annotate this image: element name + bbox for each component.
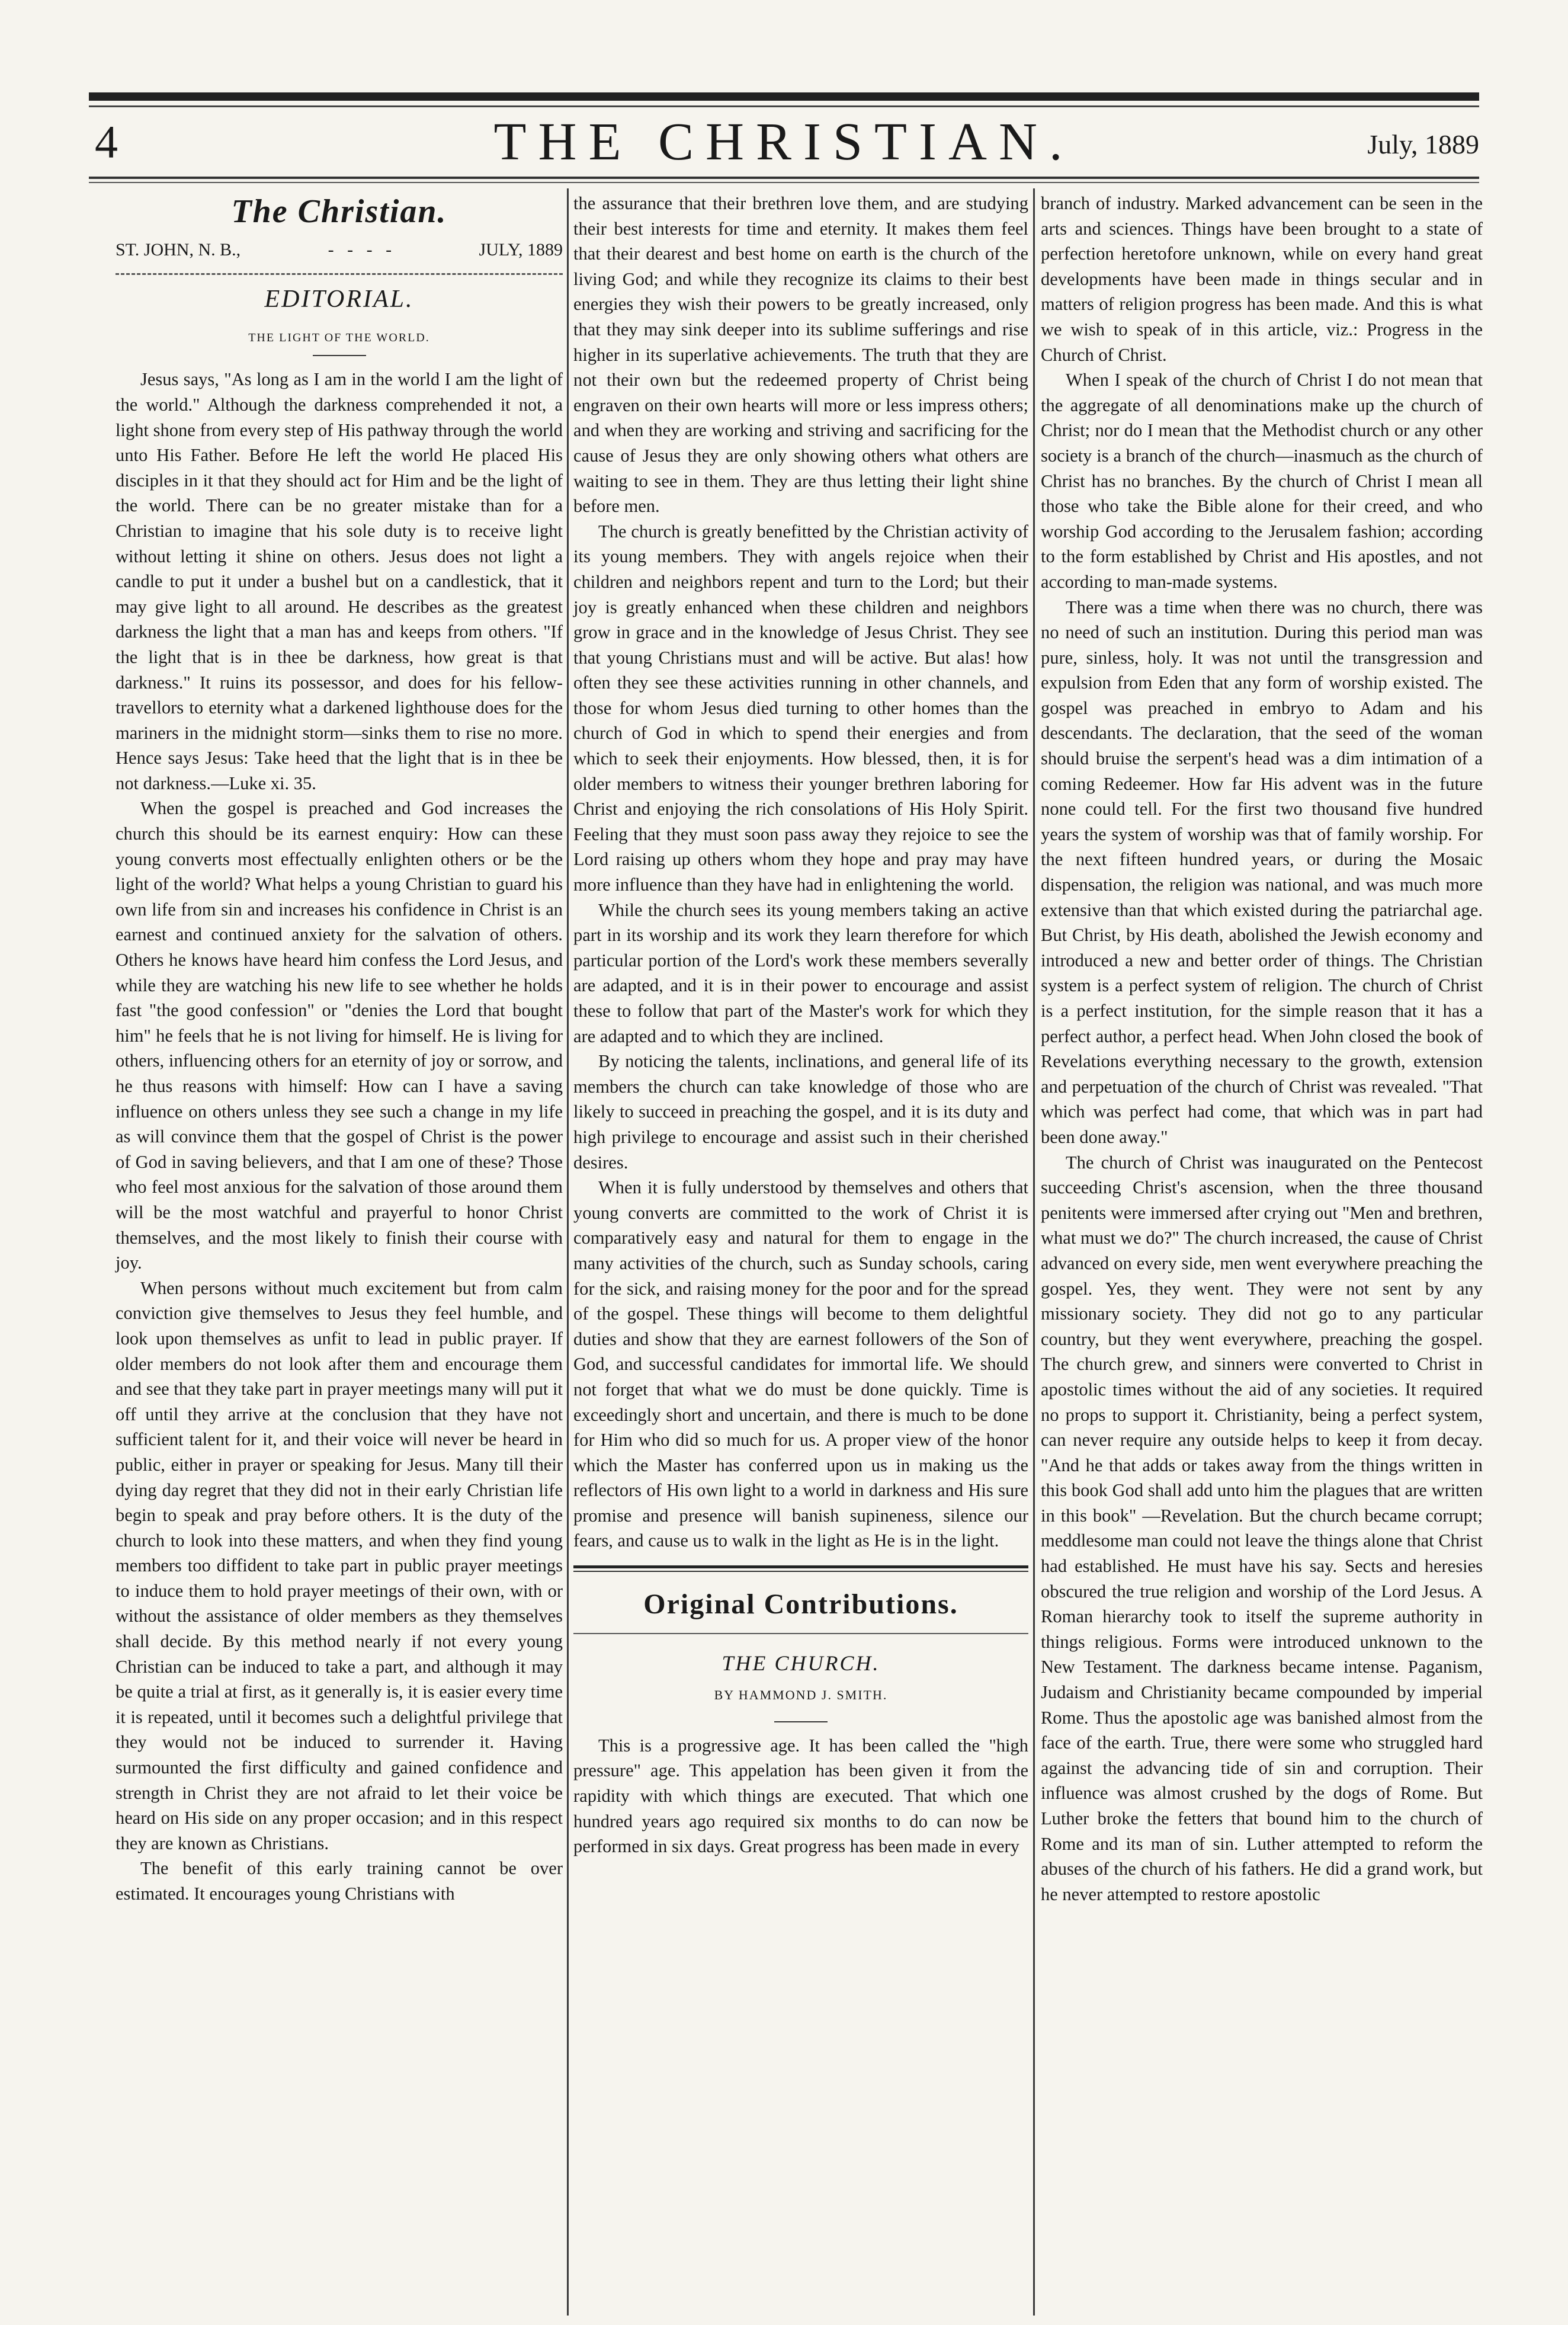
- section-rule-heavy: [573, 1565, 1028, 1568]
- page-number: 4: [95, 116, 118, 168]
- paragraph: The church is greatly benefitted by the Christian activity of its young members. They with angels rejoice when their children and neighbors repent and turn to the Lord; but their joy is greatly enhanced when these children and neighbors grow in grace and in the knowledge of Jesus Christ. They see that young Christians must and will be active. But alas! how often they see these activities running in other channels, and those for whom Jesus died turning to other homes than the church of God in which to spend their energies and from which to seek their enjoyments. How blessed, then, it is for older members to witness their younger brethren laboring for Christ and enjoying the rich consolations of His Holy Spirit. Feeling that they must soon pass away they rejoice to see the Lord raising up others whom they hope and pray may have more influence than they have had in enlightening the world.: [573, 521, 1028, 895]
- paragraph: When persons without much excitement but from calm conviction give themselves to Jesus they feel humble, and look upon themselves as unfit to lead in public prayer. If older members do not look after them and encourage them and see that they take part in prayer meetings many will put it off until they arrive at the conclusion that they have not sufficient talent for it, and their voice will never be heard in public, either in prayer or speaking for Jesus. Many till their dying day regret that they did not in their early Christian life begin to speak and pray before others. It is the duty of the church to look into these matters, and when they find young members too diffident to take part in public prayer meetings to induce them to hold prayer meetings of their own, with or without the assistance of older members as they themselves shall decide. By this method nearly if not every young Christian can be induced to take a part, and although it may be quite a trial at first, as it generally is, it is easier every time it is repeated, until it becomes such a delightful privilege that they would not be induced to surrender it. Having surmounted the first difficulty and gained confidence and strength in Christ they are not afraid to let their voice be heard on His side on any proper occasion; and in this respect they are known as Christians.: [116, 1277, 563, 1853]
- column-1: [116, 191, 563, 1907]
- masthead-bottom-rule-thin: [89, 182, 1479, 183]
- masthead-bottom-rule: [89, 177, 1479, 179]
- paragraph: This is a progressive age. It has been called the "high pressure" age. This appelation has been given it from the rapidity with which things are executed. That which one hundred years ago required six months to do can now be performed in six days. Great progress has been made in every: [573, 1735, 1028, 1857]
- column-divider-1: [567, 188, 569, 2316]
- issue-date: July, 1889: [1367, 129, 1479, 159]
- paragraph: The church of Christ was inaugurated on the Pentecost succeeding Christ's ascension, when the three thousand penitents were immersed after crying out "Men and brethren, what must we do?" The church increased, the cause of Christ advanced on every side, men went everywhere preaching the gospel. Yes, they went. They were not sent by any missionary society. They did not go to any particular country, but they went everywhere, preaching the gospel. The church grew, and sinners were converted to Christ in apostolic times without the aid of any societies. It required no props to support it. Christianity, being a perfect system, can never require any outside helps to keep it from decay. "And he that adds or takes away from the things written in this book God shall add unto him the plagues that are written in this book" —Revelation. But the church became corrupt; meddlesome man could not leave the things alone that Christ had established. He must have his say. Sects and heresies obscured the true religion and worship of the Lord Jesus. A Roman hierarchy took to itself the supreme authority in things religious. Forms were introduced unknown to the New Testament. The darkness became intense. Paganism, Judaism and Christianity became compounded by imperial Rome. Thus the apostolic age was banished almost from the face of the earth. True, there were some who struggled hard against the advancing tide of sin and corruption. Their influence was almost crushed by the dogs of Rome. But Luther broke the fetters that bound him to the church of Rome and its man of sin. Luther attempted to reform the abuses of the church of his fathers. He did a grand work, but he never attempted to restore apostolic: [1041, 1152, 1483, 1904]
- paragraph: When the gospel is preached and God increases the church this should be its earnest enquiry: How can these young converts most effectually enlighten others or be the light of the world? What helps a young Christian to guard his own life from sin and increases his confidence in Christ is an earnest and continued anxiety for the salvation of others. Others he knows have heard him confess the Lord Jesus, and while they are watching his new life to see whether he holds fast "the good confession" or "denies the Lord that bought him" he feels that he is not living for himself. He is living for others, influencing others for an eternity of joy or sorrow, and he thus reasons with himself: How can I have a saving influence on others unless they see such a change in my life as will convince them that the gospel of Christ is the power of God in saving believers, and that I am one of these? Those who feel most anxious for the salvation of those around them will be the most watchful and prayerful to honor Christ themselves, and the most likely to finish their course with joy.: [116, 798, 563, 1273]
- newspaper-title: THE CHRISTIAN.: [493, 113, 1075, 171]
- editorial-heading: EDITORIAL.: [264, 286, 414, 313]
- masthead-top-rule: [89, 92, 1479, 101]
- dateline-dashes: - - - -: [328, 239, 392, 260]
- paragraph: When it is fully understood by themselves and others that young converts are committed to the work of Christ it is comparatively easy and natural for them to engage in the many activities of the church, such as Sunday schools, caring for the sick, and raising money for the poor and for the spread of the gospel. These things will become to them delightful duties and show that they are earnest followers of the Son of God, and successful candidates for immortal life. We should not forget that what we do must be done quickly. Time is exceedingly short and uncertain, and there is much to be done for Him who did so much for us. A proper view of the honor which the Master has conferred upon us in making us the reflectors of His own light to a world in darkness and His sure promise and presence will banish supineness, silence our fears, and cause us to walk in the light as He is in the light.: [573, 1177, 1028, 1551]
- column-3: [1041, 191, 1483, 1907]
- church-article-title: THE CHURCH.: [722, 1651, 880, 1675]
- byline-rule: [774, 1721, 828, 1722]
- editorial-article-title: THE LIGHT OF THE WORLD.: [248, 331, 430, 344]
- masthead-top-rule-thin: [89, 105, 1479, 107]
- paragraph: There was a time when there was no church, there was no need of such an institution. During this period man was pure, sinless, holy. It was not until the transgression and expulsion from Eden that any form of worship existed. The gospel was preached in embryo to Adam and his descendants. The declaration, that the seed of the woman should bruise the serpent's head was a dim intimation of a coming Redeemer. How far His advent was in the future none could tell. For the first two thousand five hundred years the system of worship was that of family worship. For the next fifteen hundred years, or during the Mosaic dispensation, the religion was national, and was much more extensive than that which existed during the patriarchal age. But Christ, by His death, abolished the Jewish economy and introduced a new and better order of things. The Christian system is a perfect system of religion. The church of Christ is a perfect institution, for the simple reason that it has a perfect author, a perfect head. When John closed the book of Revelations everything necessary to the growth, extension and perpetuation of the church of Christ was revealed. "That which was perfect had come, that which was in part had been done away.": [1041, 597, 1483, 1147]
- column-2: [573, 191, 1028, 1859]
- title-rule: [313, 355, 366, 356]
- dateline-date: JULY, 1889: [479, 239, 563, 260]
- paragraph: Jesus says, "As long as I am in the world I am the light of the world." Although the darkness comprehended it not, a light shone from every step of His pathway through the world unto His Father. Before He left the world He placed His disciples in it that they should act for Him and be the light of the world. There can be no greater mistake than for a Christian to imagine that his sole duty is to receive light without letting it shine on others. Jesus does not light a candle to put it under a bushel but on a candlestick, that it may give light to all around. He describes as the greatest darkness the light that a man has and keeps from others. "If the light that is in thee be darkness, how great is that darkness." It ruins its possessor, and does for his fellow-travellors to eternity what a darkened lighthouse does for the mariners in the midnight storm—sinks them to rise no more. Hence says Jesus: Take heed that the light that is in thee be not darkness.—Luke xi. 35.: [116, 369, 563, 793]
- dashed-rule: [116, 273, 563, 275]
- byline: BY HAMMOND J. SMITH.: [714, 1687, 888, 1703]
- column-divider-2: [1033, 188, 1035, 2316]
- dateline-place: ST. JOHN, N. B.,: [116, 239, 241, 260]
- paragraph: While the church sees its young members taking an active part in its worship and its work they learn therefore for which particular portion of the Lord's work these members severally are adapted, and it is in their power to encourage and assist these to follow that part of the Master's work for which they are adapted and to which they are inclined.: [573, 899, 1028, 1046]
- contributions-rule: [573, 1633, 1028, 1634]
- paragraph: the assurance that their brethren love them, and are studying their best interests for time and eternity. It makes them feel that their dearest and best home on earth is the church of the living God; and while they recognize its claims to their best energies they wish their powers to be greatly increased, only that they may sink deeper into its sublime sufferings and rise higher in its superlative achievements. The truth that they are not their own but the redeemed property of Christ being engraven on their own hearts will more or less impress others; and when they are working and striving and sacrificing for the cause of Jesus they are only showing others what others are waiting to see in them. They are thus letting their light shine before men.: [573, 193, 1028, 517]
- masthead: [89, 113, 1479, 172]
- section-rule-thin: [573, 1571, 1028, 1572]
- paragraph: By noticing the talents, inclinations, and general life of its members the church can take knowledge of those who are likely to succeed in preaching the gospel, and it is its duty and high privilege to encourage and assist such in their cherished desires.: [573, 1051, 1028, 1173]
- dateline: [116, 238, 563, 263]
- paper-nameplate: The Christian.: [231, 193, 447, 230]
- paragraph: branch of industry. Marked advancement can be seen in the arts and sciences. Things have been brought to a state of perfection heretofore unknown, while on every hand great developments have been made in things secular and in matters of religion progress has been made. And this is what we wish to speak of in this article, viz.: Progress in the Church of Christ.: [1041, 193, 1483, 365]
- paragraph: When I speak of the church of Christ I do not mean that the aggregate of all denominations make up the church of Christ; nor do I mean that the Methodist church or any other society is a branch of the church—inasmuch as the church of Christ has no branches. By the church of Christ I mean all those who take the Bible alone for their creed, and who worship God according to the Jerusalem fashion; according to the form established by Christ and His apostles, and not according to man-made systems.: [1041, 370, 1483, 592]
- contributions-heading: Original Contributions.: [643, 1589, 958, 1621]
- paragraph: The benefit of this early training cannot be over estimated. It encourages young Christians with: [116, 1858, 563, 1904]
